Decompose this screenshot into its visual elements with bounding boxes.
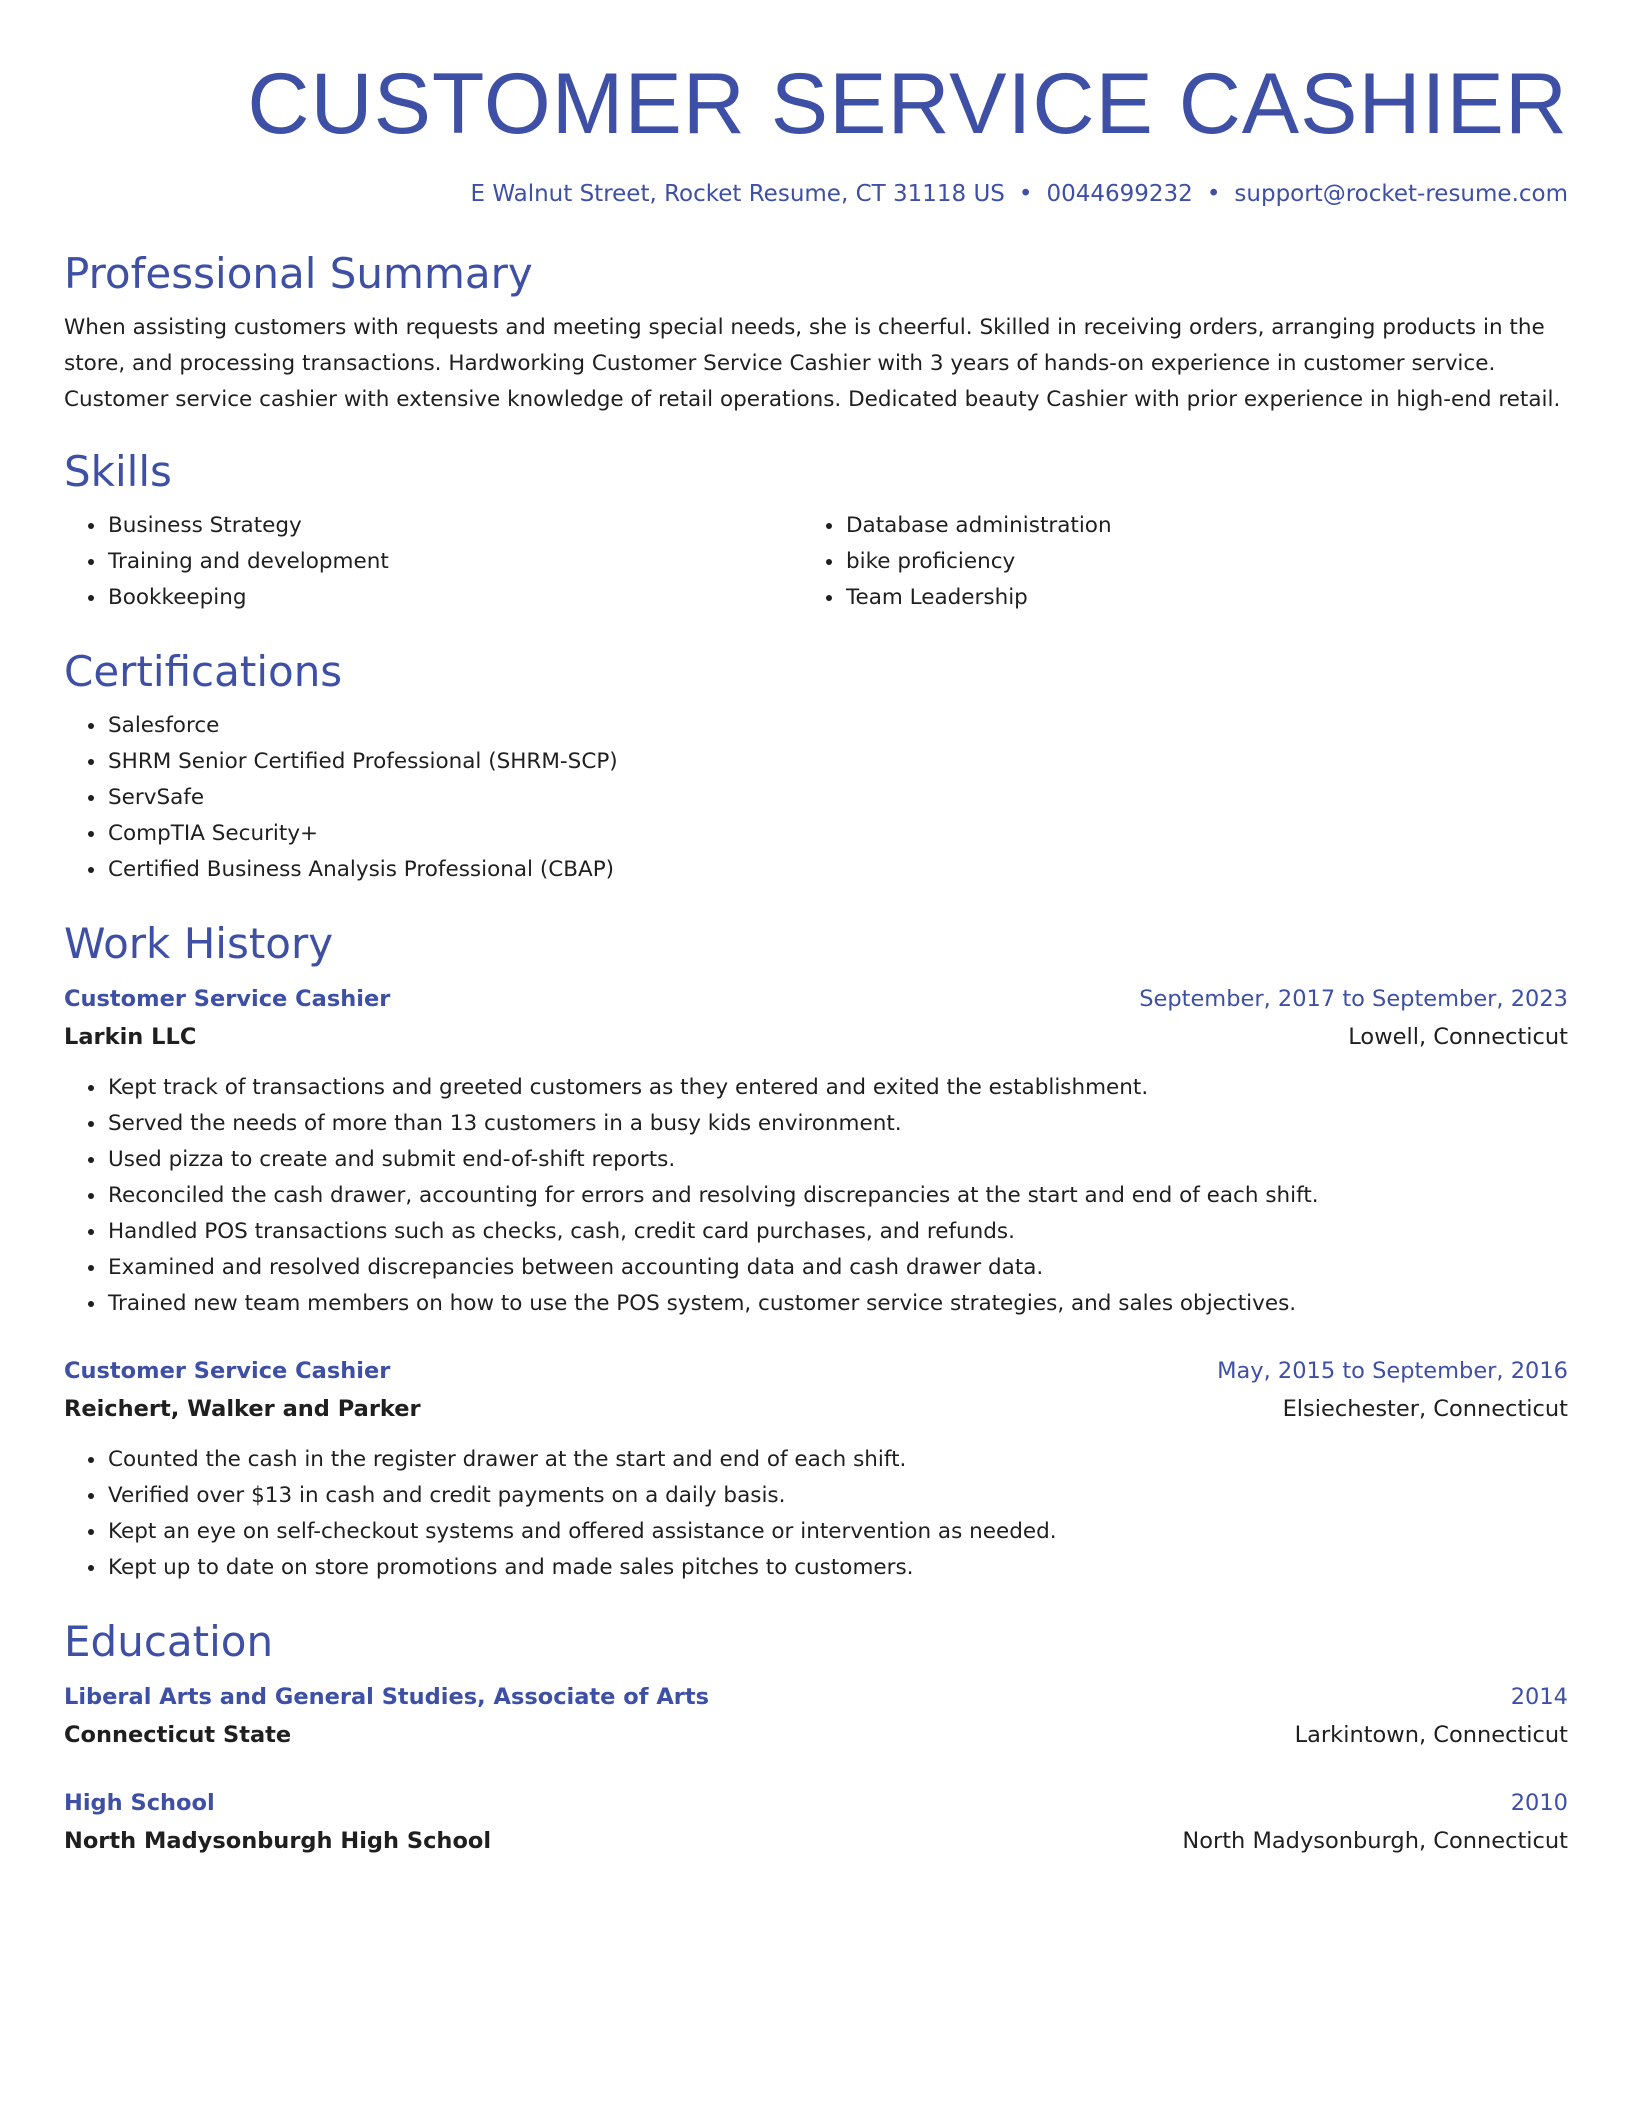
summary-text: When assisting customers with requests and meeting special needs, she is cheerful. Skilled in receiving orders, arranging products in the store, and processing transactions. Hardworking Customer Service Cashier with 3 years of hands-on experience in customer service. Customer service cashier with extensive knowledge of retail operations. Dedicated beauty Cashier with prior experience in high-end retail.: [64, 315, 1561, 412]
education-header: [64, 1678, 1568, 1716]
job-dates: September, 2017 to September, 2023: [1139, 986, 1568, 1012]
job-subheader: [64, 1018, 1568, 1056]
job-duty: • Served the needs of more than 13 customers in a busy kids environment.: [107, 1106, 1568, 1142]
job-duty: • Reconciled the cash drawer, accounting for errors and resolving discrepancies at the start and end of each shift.: [107, 1178, 1568, 1214]
contact-email: support@rocket-resume.com: [1234, 181, 1568, 207]
job-subheader: [64, 1390, 1568, 1428]
job-duty: • Kept up to date on store promotions and made sales pitches to customers.: [107, 1550, 1568, 1586]
job-title: Customer Service Cashier: [64, 986, 391, 1012]
education-year: 2010: [1510, 1790, 1568, 1816]
certification-item: • SHRM Senior Certified Professional (SHRM-SCP): [107, 744, 1568, 780]
job-header: [64, 1352, 1568, 1390]
job-entry: [64, 980, 1568, 1322]
job-location: Lowell, Connecticut: [1348, 1024, 1568, 1050]
certifications-list: [64, 708, 1568, 888]
section-title-education: Education: [64, 1617, 274, 1666]
education-location: North Madysonburgh, Connecticut: [1182, 1828, 1568, 1854]
skill-item: • Team Leadership: [845, 580, 1568, 616]
skills-list-left: [64, 508, 802, 616]
candidate-name: CUSTOMER SERVICE CASHIER: [247, 56, 1568, 152]
resume-header: [64, 54, 1568, 210]
education-school: North Madysonburgh High School: [64, 1828, 492, 1854]
certifications-section: [64, 646, 1568, 888]
work-history-section: [64, 918, 1568, 1586]
certification-item: • Salesforce: [107, 708, 1568, 744]
job-duty: • Examined and resolved discrepancies between accounting data and cash drawer data.: [107, 1250, 1568, 1286]
skill-item: • Training and development: [107, 544, 802, 580]
job-location: Elsiechester, Connecticut: [1282, 1396, 1568, 1422]
contact-line: [64, 178, 1568, 210]
job-dates: May, 2015 to September, 2016: [1217, 1358, 1568, 1384]
section-title-certifications: Certifications: [64, 647, 343, 696]
skill-item: • Bookkeeping: [107, 580, 802, 616]
education-subheader: [64, 1822, 1568, 1860]
section-title-skills: Skills: [64, 447, 172, 496]
job-duty: • Handled POS transactions such as checks, cash, credit card purchases, and refunds.: [107, 1214, 1568, 1250]
education-degree: Liberal Arts and General Studies, Associate of Arts: [64, 1684, 710, 1710]
certification-item: • CompTIA Security+: [107, 816, 1568, 852]
contact-separator: •: [1206, 181, 1221, 207]
job-title: Customer Service Cashier: [64, 1358, 391, 1384]
education-entry: [64, 1784, 1568, 1860]
education-section: [64, 1616, 1568, 1860]
skills-grid: [64, 508, 1568, 616]
contact-address: E Walnut Street, Rocket Resume, CT 31118 US: [470, 181, 1005, 207]
education-degree: High School: [64, 1790, 215, 1816]
job-duty: • Verified over $13 in cash and credit payments on a daily basis.: [107, 1478, 1568, 1514]
job-header: [64, 980, 1568, 1018]
job-duties-list: [64, 1070, 1568, 1322]
job-employer: Larkin LLC: [64, 1024, 197, 1050]
education-year: 2014: [1510, 1684, 1568, 1710]
skills-section: [64, 446, 1568, 616]
education-subheader: [64, 1716, 1568, 1754]
education-school: Connecticut State: [64, 1722, 292, 1748]
job-duty: • Counted the cash in the register drawer at the start and end of each shift.: [107, 1442, 1568, 1478]
contact-separator: •: [1018, 181, 1033, 207]
certification-item: • ServSafe: [107, 780, 1568, 816]
job-duties-list: [64, 1442, 1568, 1586]
job-employer: Reichert, Walker and Parker: [64, 1396, 421, 1422]
education-entry: [64, 1678, 1568, 1754]
job-entry: [64, 1352, 1568, 1586]
section-title-work-history: Work History: [64, 919, 334, 968]
education-location: Larkintown, Connecticut: [1294, 1722, 1568, 1748]
certification-item: • Certified Business Analysis Professional (CBAP): [107, 852, 1568, 888]
skills-list-right: [802, 508, 1568, 616]
job-duty: • Kept an eye on self-checkout systems and offered assistance or intervention as needed.: [107, 1514, 1568, 1550]
education-header: [64, 1784, 1568, 1822]
job-duty: • Trained new team members on how to use the POS system, customer service strategies, and sales objectives.: [107, 1286, 1568, 1322]
summary-section: [64, 248, 1568, 418]
job-duty: • Kept track of transactions and greeted customers as they entered and exited the establishment.: [107, 1070, 1568, 1106]
job-duty: • Used pizza to create and submit end-of-shift reports.: [107, 1142, 1568, 1178]
skill-item: • Business Strategy: [107, 508, 802, 544]
skill-item: • bike proficiency: [845, 544, 1568, 580]
section-title-summary: Professional Summary: [64, 249, 533, 298]
contact-phone: 0044699232: [1046, 181, 1193, 207]
skill-item: • Database administration: [845, 508, 1568, 544]
